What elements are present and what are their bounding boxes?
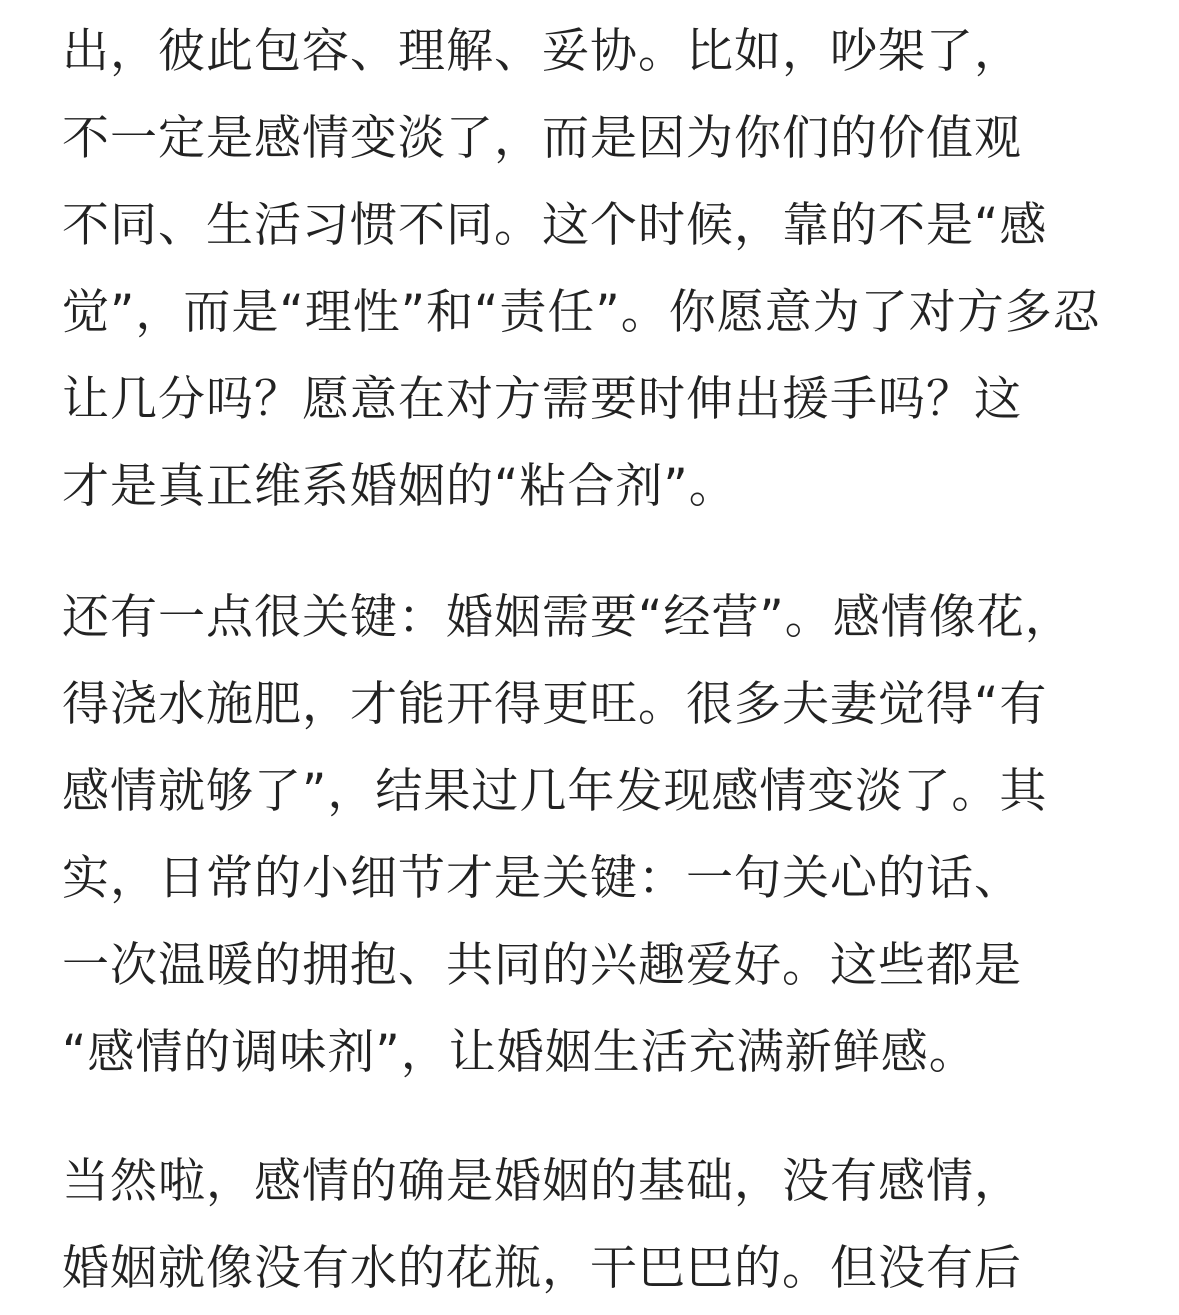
- text-line: 一次温暖的拥抱、共同的兴趣爱好。这些都是: [62, 938, 1022, 993]
- text-line: 不同、生活习惯不同。这个时候，靠的不是“感: [62, 198, 1048, 253]
- paragraph-gap: [62, 530, 1124, 574]
- text-line: “感情的调味剂”，让婚姻生活充满新鲜感。: [62, 1025, 977, 1080]
- article-body: [62, 8, 1124, 1312]
- paragraph-gap: [62, 1096, 1124, 1138]
- paragraph-1: [62, 8, 1124, 530]
- text-line: 觉”，而是“理性”和“责任”。你愿意为了对方多忍: [62, 285, 1101, 340]
- text-line: 出，彼此包容、理解、妥协。比如，吵架了，: [62, 24, 1022, 79]
- text-line: 得浇水施肥，才能开得更旺。很多夫妻觉得“有: [62, 677, 1048, 732]
- text-line: 让几分吗？愿意在对方需要时伸出援手吗？这: [62, 372, 1022, 427]
- paragraph-3: [62, 1138, 1124, 1312]
- text-line: 不一定是感情变淡了，而是因为你们的价值观: [62, 111, 1022, 166]
- text-line: 还有一点很关键：婚姻需要“经营”。感情像花，: [62, 590, 1073, 645]
- text-line: 当然啦，感情的确是婚姻的基础，没有感情，: [62, 1154, 1022, 1209]
- text-line: 感情就够了”，结果过几年发现感情变淡了。其: [62, 764, 1048, 819]
- text-line: 婚姻就像没有水的花瓶，干巴巴的。但没有后: [62, 1241, 1022, 1296]
- text-line: 实，日常的小细节才是关键：一句关心的话、: [62, 851, 1022, 906]
- paragraph-2: [62, 574, 1124, 1096]
- text-line: 才是真正维系婚姻的“粘合剂”。: [62, 459, 737, 514]
